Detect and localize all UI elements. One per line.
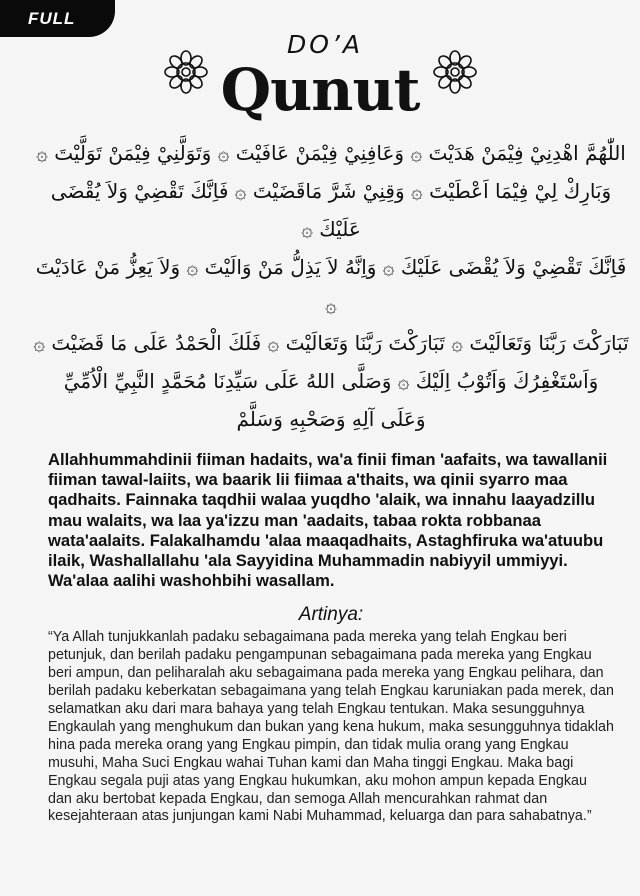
translation: “Ya Allah tunjukkanlah padaku sebagaimana pada mereka yang telah Engkau beri petunjuk, dan berilah padaku pengampunan sebagaimana pada mereka yang Engkau beri ampun, dan peliharalah aku sebagaimana pada mereka yang Engkau pelihara, dan berilah padaku keberkatan sebagaimana yang telah Engkau karuniakan pada merek, dan selamatkan aku dari mara bahaya yang telah Engkau tentukan. Maka sesungguhnya Engkaulah yang menghukum dan bukan yang kena hukum, maka sesungguhnya tidaklah hina pada mereka orang yang Engkau pimpin, dan tidak mulia orang yang Engkau musuhi, Maha Suci Engkau wahai Tuhan kami dan Maha tinggi Engkau. Maka bagi Engkau segala puji atas yang Engkau hukumkan, aku mohon ampun kepada Engkau dan aku bertobat kepada Engkau, dan semoga Allah mencurahkan rahmat dan kesejahteraan atas junjungan kami Nabi Muhammad, keluarga dan para sahabatnya.” (48, 629, 614, 825)
title-doa: DO’A (287, 30, 363, 59)
transliteration: Allahhummahdinii fiiman hadaits, wa'a finii fiman 'aafaits, wa tawallanii fiiman tawal-laiits, wa baarik lii fiimaa a'thaits, wa qinii syarro maa qadhaits. Fainnaka taqdhii walaa yuqdho 'alaik, wa innahu laayadzillu mau walaits, wa laa ya'izzu man 'aadaits, tabaa rokta robbanaa wata'aalaits. Falakalhamdu 'alaa maaqadhaits, Astaghfiruka wa'atuubu ilaik, Washallallahu 'ala Sayyidina Muhammadin nabiyyil ummiyyi. Wa'alaa aalihi washohbihi wasallam. (48, 450, 608, 591)
content (0, 134, 640, 826)
title-block (140, 30, 500, 124)
arabic-line: وَاَسْتَغْفِرُكَ وَاَتُوْبُ اِلَيْكَ ۞ وَصَلَّى اللهُ عَلَى سَيِّدِنَا مُحَمَّدٍ النَّبِيِّ الْاُمِّيِّ (63, 369, 599, 393)
arabic-line: فَاِنَّكَ تَقْضِيْ وَلاَ يُقْضَى عَلَيْكَ ۞ وَاِنَّهُ لاَ يَذِلُّ مَنْ وَالَيْتَ ۞ وَلاَ يَعِزُّ مَنْ عَادَيْتَ ۞ (35, 255, 627, 317)
arabic-line: وَبَارِكْ لِيْ فِيْمَا اَعْطَيْتَ ۞ وَقِنِيْ شَرَّ مَاقَضَيْتَ ۞ فَاِنَّكَ تَقْضِيْ وَلاَ يُقْضَى عَلَيْكَ ۞ (50, 179, 612, 241)
full-badge (0, 0, 115, 37)
arabic-line: تَبَارَكْتَ رَبَّنَا وَتَعَالَيْتَ ۞ تَبَارَكْتَ رَبَّنَا وَتَعَالَيْتَ ۞ فَلَكَ الْحَمْدُ عَلَى مَا قَضَيْتَ ۞ (33, 331, 629, 355)
arabic-line: وَعَلَى آلِهِ وَصَحْبِهِ وَسَلَّمْ (236, 407, 426, 431)
translation-heading: Artinya: (298, 604, 364, 626)
arabic-prayer (30, 134, 632, 438)
badge-label: FULL (28, 8, 76, 28)
title-qunut: Qunut (220, 56, 420, 124)
arabic-line: اللّٰهُمَّ اهْدِنِيْ فِيْمَنْ هَدَيْتَ ۞ وَعَافِنِيْ فِيْمَنْ عَافَيْتَ ۞ وَتَوَلَّنِيْ فِيْمَنْ تَوَلَّيْتَ ۞ (36, 141, 626, 165)
